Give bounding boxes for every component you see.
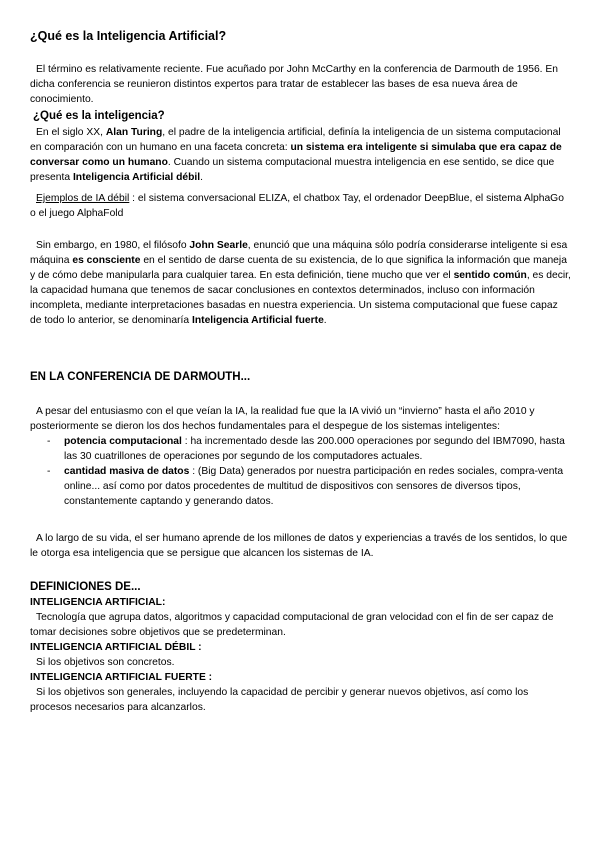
- examples-label: Ejemplos de IA débil: [36, 193, 130, 204]
- facts-list: [30, 434, 572, 509]
- text-run: En el siglo XX,: [36, 127, 106, 138]
- emphasis-common-sense: sentido común: [453, 270, 527, 281]
- examples-text: : el sistema conversacional ELIZA, el chatbox Tay, el ordenador DeepBlue, el sistema AlphaGo o el juego AlphaFold: [30, 193, 564, 219]
- text-run: .: [323, 315, 327, 326]
- list-item-text: : (Big Data) generados por nuestra participación en redes sociales, compra-venta online... así como por datos procedentes de multitud de dispositivos con sensores de diversos tipos, constantemente captando y generando datos.: [64, 466, 564, 507]
- emphasis-conscious: es consciente: [72, 255, 141, 266]
- list-item-text: : ha incrementado desde las 200.000 operaciones por segundo del IBM7090, hasta las 30 cuatrillones de operaciones por segundo de los computadores actuales.: [64, 436, 565, 462]
- conference-section: [30, 404, 572, 509]
- text-run: en el sentido de darse cuenta de su existencia, de lo que significa la información que maneja y de cómo debe manipularla para cualquier tarea. En esta definición, tiene mucho que ver el: [30, 255, 567, 281]
- turing-paragraph: [30, 125, 572, 185]
- list-item: [30, 464, 572, 509]
- emphasis-weak-ai: Inteligencia Artificial débil: [72, 172, 201, 183]
- searle-paragraph: [30, 238, 572, 328]
- definition-text: Tecnología que agrupa datos, algoritmos y capacidad computacional de gran velocidad con el fin de ser capaz de tomar decisiones sobre objetivos que se predeterminan.: [30, 612, 554, 638]
- definition-text: Si los objetivos son generales, incluyendo la capacidad de percibir y generar nuevos objetivos, así como los procesos necesarios para alcanzarlos.: [30, 687, 529, 713]
- conference-heading: EN LA CONFERENCIA DE DARMOUTH...: [30, 371, 251, 383]
- examples-paragraph: [30, 191, 572, 221]
- list-item-title: potencia computacional: [64, 436, 182, 447]
- text-run: , el padre de la inteligencia artificial, definía la inteligencia de un sistema computacional en comparación con un humano en una faceta concreta:: [30, 127, 561, 153]
- text-run: , enunció que una máquina sólo podría considerarse inteligente si esa máquina: [30, 240, 568, 266]
- emphasis-strong-ai: Inteligencia Artificial fuerte: [192, 315, 324, 326]
- list-item-title: cantidad masiva de datos: [64, 466, 190, 477]
- definition-text: Si los objetivos son concretos.: [36, 657, 175, 668]
- definition-term: INTELIGENCIA ARTIFICIAL:: [30, 597, 166, 608]
- intelligence-heading: ¿Qué es la inteligencia?: [33, 110, 165, 122]
- definition-term: INTELIGENCIA ARTIFICIAL FUERTE :: [30, 672, 213, 683]
- text-run: . Cuando un sistema computacional muestra inteligencia en ese sentido, se dice que presenta: [30, 157, 555, 183]
- human-learning-paragraph: A lo largo de su vida, el ser humano aprende de los millones de datos y experiencias a través de los sentidos, lo que le otorga esa inteligencia que se persigue que alcancen los sistemas de IA.: [30, 533, 568, 559]
- emphasis-definition: un sistema era inteligente si simulaba que era capaz de conversar como un humano: [30, 142, 562, 168]
- intro-paragraph: El término es relativamente reciente. Fue acuñado por John McCarthy en la conferencia de Darmouth de 1956. En dicha conferencia se reunieron distintos expertos para tratar de establecer las bases de esa nueva área de conocimiento.: [30, 64, 558, 105]
- text-run: .: [200, 172, 204, 183]
- definitions-section: [30, 580, 572, 715]
- list-item: [30, 434, 572, 464]
- text-run: Sin embargo, en 1980, el filósofo: [36, 240, 190, 251]
- emphasis-turing: Alan Turing: [105, 127, 163, 138]
- text-run: , es decir, la capacidad humana que tenemos de sacar conclusiones en contextos determinados, incluso con información incompleta, mediante interpretaciones basadas en nuestra experiencia. Un sistema computacional que fuese capaz de todo lo anterior, se denominaría: [30, 270, 571, 326]
- definition-term: INTELIGENCIA ARTIFICIAL DÉBIL :: [30, 642, 202, 653]
- page-title: ¿Qué es la Inteligencia Artificial?: [30, 29, 227, 43]
- definitions-heading: DEFINICIONES DE...: [30, 581, 141, 593]
- conference-paragraph: A pesar del entusiasmo con el que veían la IA, la realidad fue que la IA vivió un “invierno” hasta el año 2010 y posteriormente se dieron los dos hechos fundamentales para el despegue de los sistemas inteligentes:: [30, 406, 535, 432]
- emphasis-searle: John Searle: [189, 240, 248, 251]
